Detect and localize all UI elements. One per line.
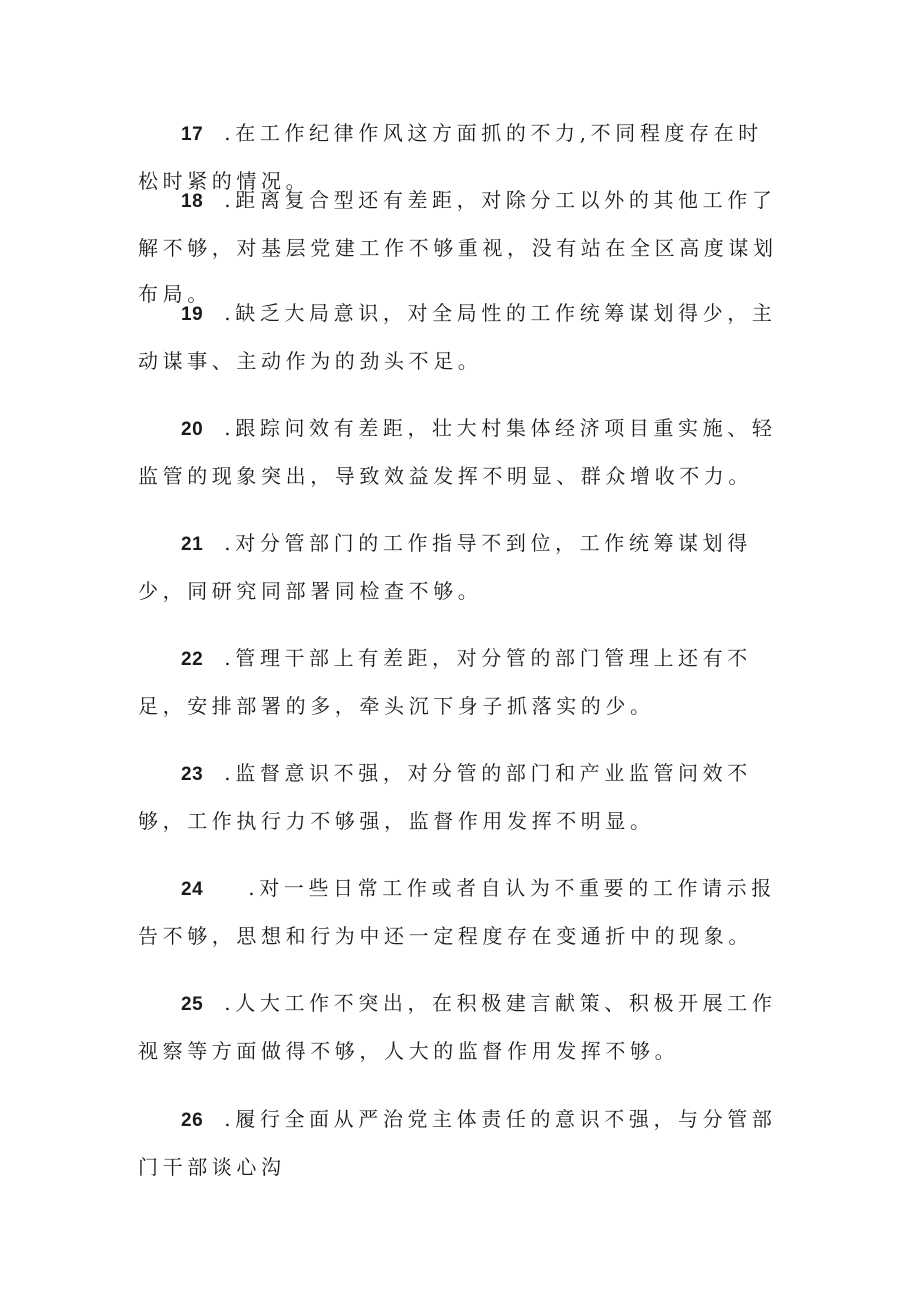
- item-text: .距离复合型还有差距，对除分工以外的其他工作了解不够，对基层党建工作不够重视，没有站在全区高度谋划布局。: [138, 188, 778, 306]
- item-number: 20: [181, 419, 204, 440]
- item-text: .履行全面从严治党主体责任的意识不强，与分管部门干部谈心沟: [138, 1107, 777, 1179]
- item-number: 24: [181, 879, 204, 900]
- item-number: 17: [181, 124, 204, 145]
- list-item: [138, 520, 786, 614]
- list-item: [138, 750, 786, 844]
- item-text: .人大工作不突出，在积极建言献策、积极开展工作视察等方面做得不够，人大的监督作用发挥不够。: [138, 991, 777, 1063]
- item-number: 26: [181, 1110, 204, 1131]
- list-item: [138, 635, 786, 729]
- item-number: 19: [181, 304, 204, 325]
- item-text: .在工作纪律作风这方面抓的不力,不同程度存在时松时紧的情况。: [138, 121, 763, 193]
- list-item: [138, 865, 786, 959]
- item-text: .对分管部门的工作指导不到位，工作统筹谋划得少，同研究同部署同检查不够。: [138, 531, 752, 603]
- list-item: [138, 405, 786, 499]
- list-item: [138, 980, 786, 1074]
- item-number: 22: [181, 649, 204, 670]
- item-number: 18: [181, 191, 204, 212]
- item-text: .缺乏大局意识，对全局性的工作统筹谋划得少，主动谋事、主动作为的劲头不足。: [138, 301, 777, 373]
- item-text: .对一些日常工作或者自认为不重要的工作请示报告不够，思想和行为中还一定程度存在变通折中的现象。: [138, 876, 776, 948]
- item-text: .管理干部上有差距，对分管的部门管理上还有不足，安排部署的多，牵头沉下身子抓落实的少。: [138, 646, 752, 718]
- item-text: .监督意识不强，对分管的部门和产业监管问效不够，工作执行力不够强，监督作用发挥不明显。: [138, 761, 752, 833]
- item-number: 21: [181, 534, 204, 555]
- item-number: 23: [181, 764, 204, 785]
- list-item: [138, 290, 786, 384]
- item-number: 25: [181, 994, 204, 1015]
- list-item: [138, 1096, 786, 1190]
- item-text: .跟踪问效有差距，壮大村集体经济项目重实施、轻监管的现象突出，导致效益发挥不明显、群众增收不力。: [138, 416, 777, 488]
